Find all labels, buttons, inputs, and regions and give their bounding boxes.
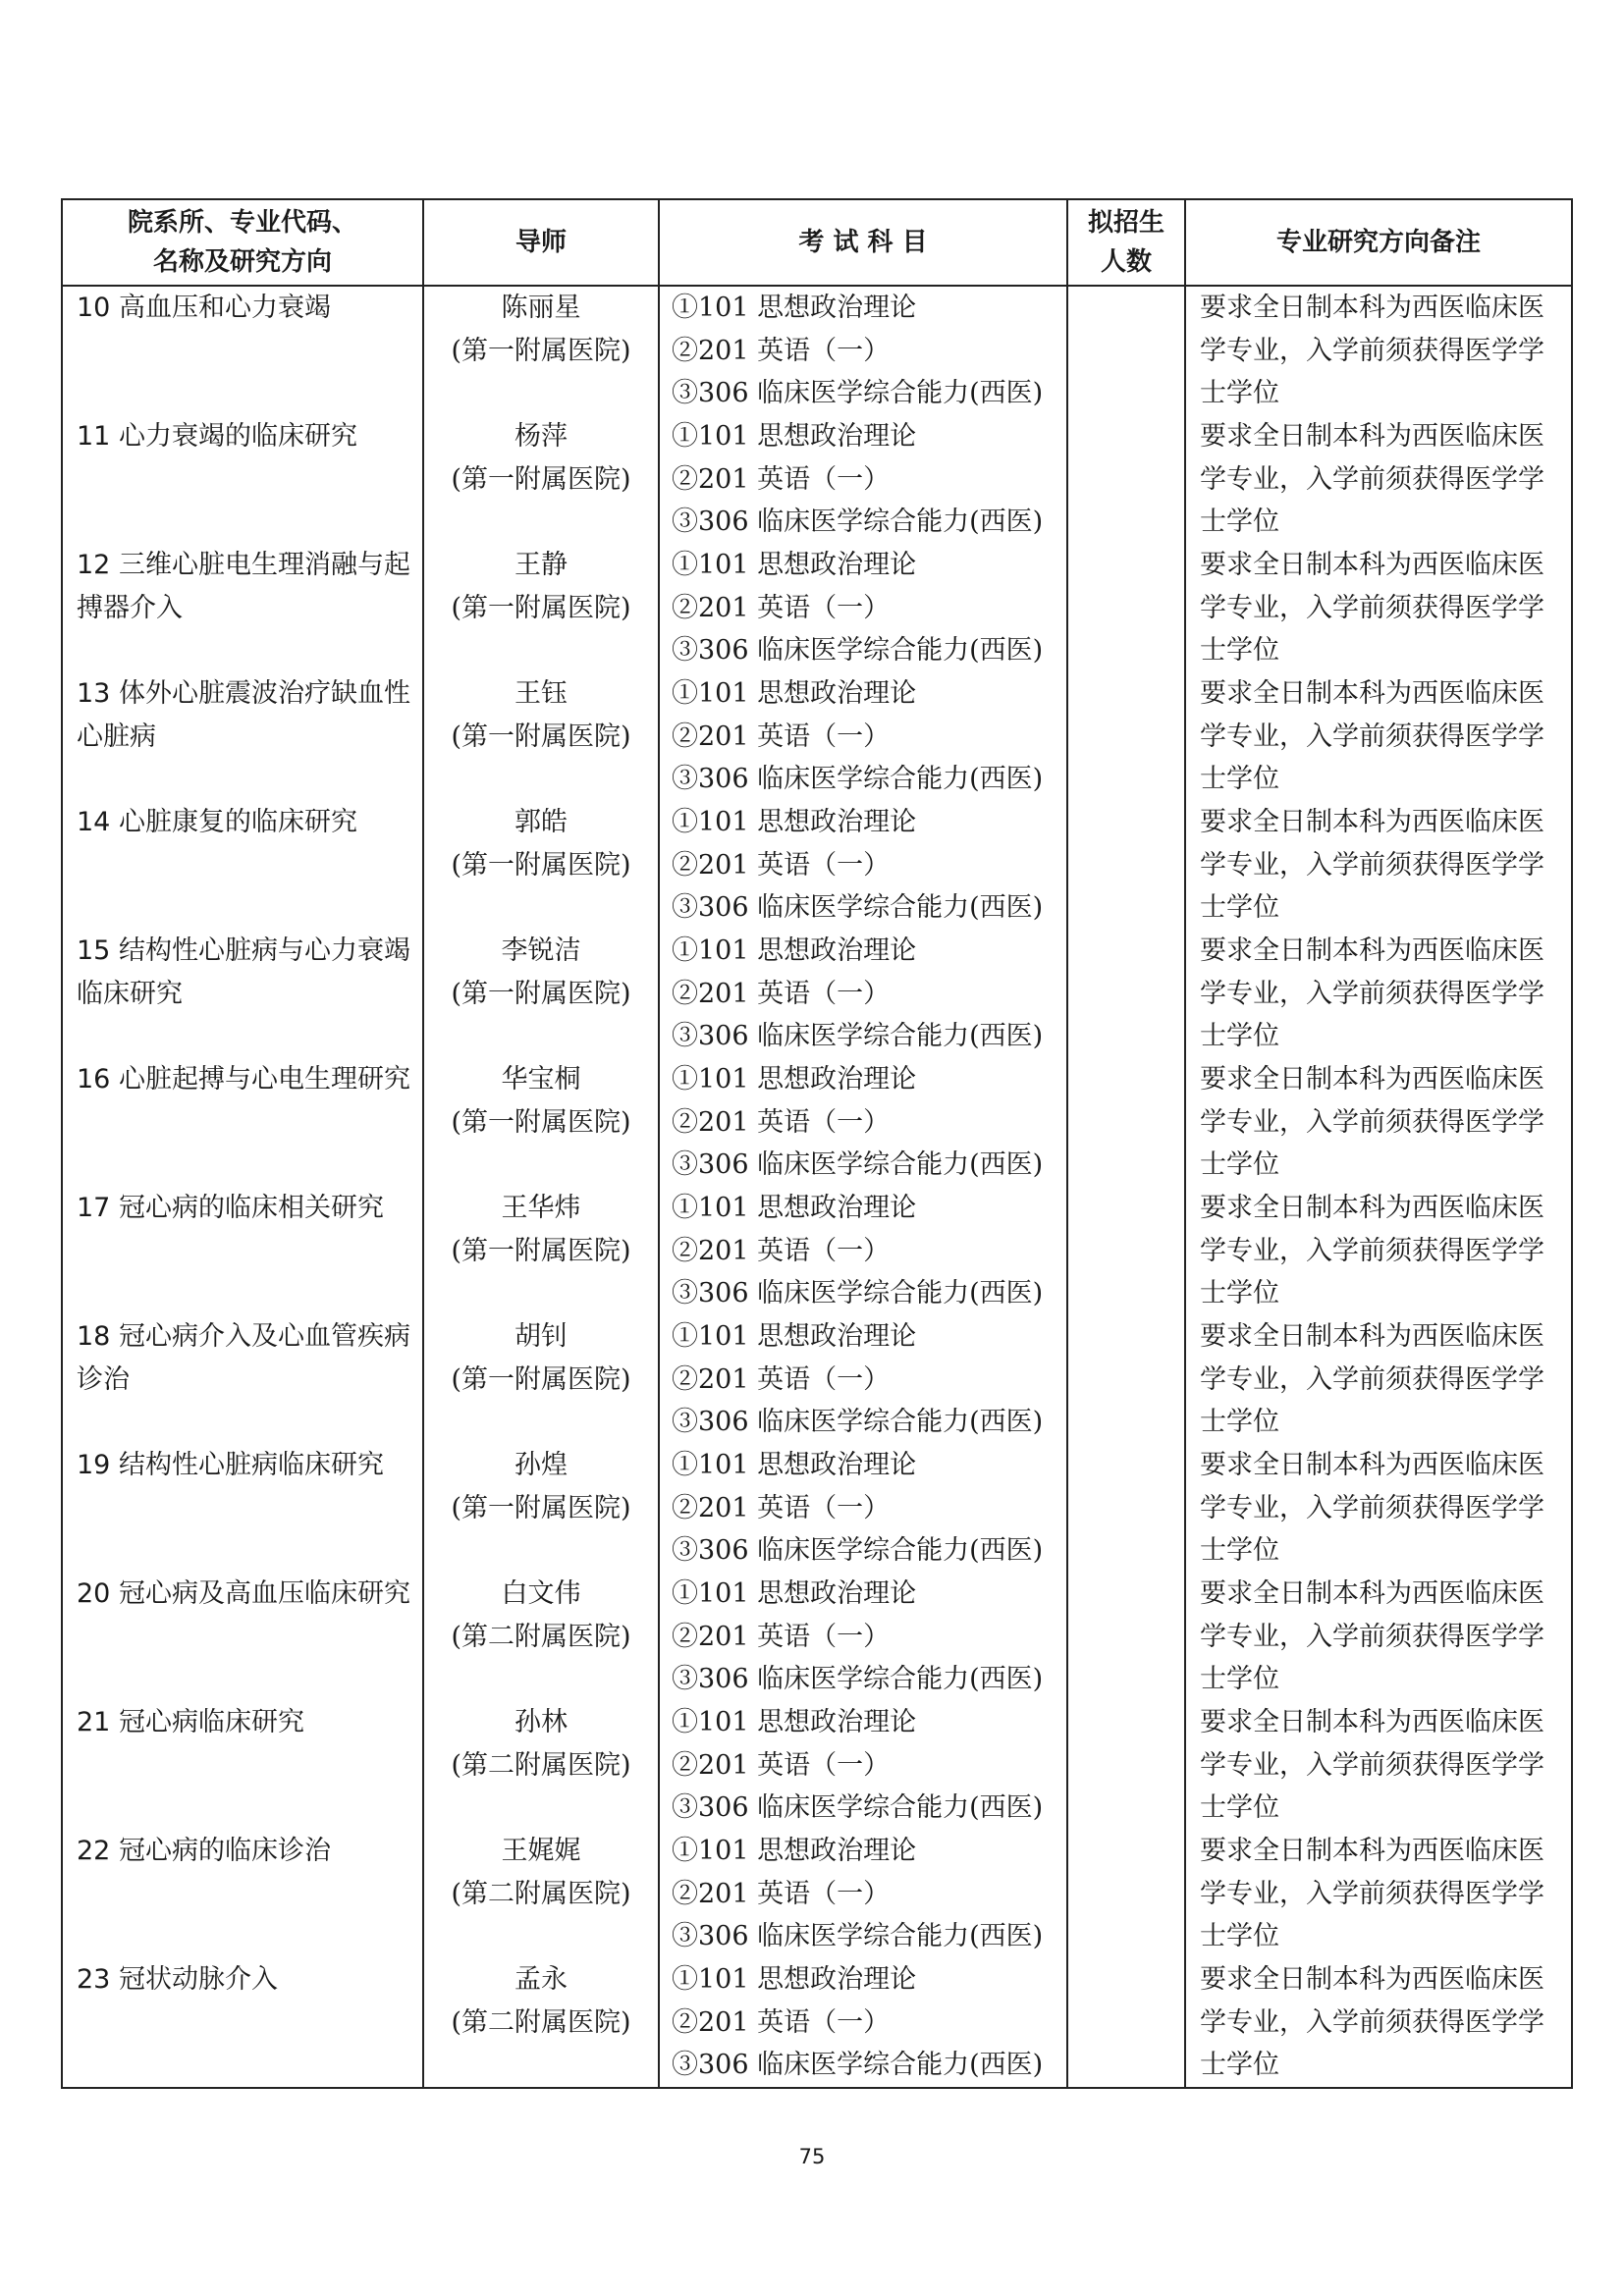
tutor-name: 王静 [514, 550, 568, 580]
exam-subject: ②201 英语（一） [672, 1878, 891, 1909]
note-entry [1200, 1315, 1561, 1444]
requirement-note: 要求全日制本科为西医临床医学专业，入学前须获得医学学士学位 [1200, 807, 1544, 924]
tutor-entry [424, 1701, 658, 1830]
exam-subject: ②201 英语（一） [672, 978, 891, 1009]
direction-number: 16 [77, 1064, 111, 1095]
direction-name: 冠状动脉介入 [118, 1964, 278, 1995]
tutor-entry [424, 1058, 658, 1187]
exam-subject: ③306 临床医学综合能力(西医) [672, 635, 1044, 667]
exam-entry [672, 287, 1066, 415]
note-entry [1200, 415, 1561, 544]
exam-subject: ③306 临床医学综合能力(西医) [672, 1149, 1044, 1181]
direction-number: 12 [77, 550, 111, 580]
exam-subject: ③306 临床医学综合能力(西医) [672, 1407, 1044, 1438]
note-entry [1200, 801, 1561, 930]
page-number: 75 [798, 2145, 826, 2168]
exam-subject: ①101 思想政治理论 [672, 1964, 917, 1995]
note-entry [1200, 1830, 1561, 1958]
exam-entry [672, 544, 1066, 672]
note-entry [1200, 930, 1561, 1058]
requirement-note: 要求全日制本科为西医临床医学专业，入学前须获得医学学士学位 [1200, 1450, 1544, 1567]
tutor-hospital: (第一附属医院) [451, 1363, 631, 1395]
requirement-note: 要求全日制本科为西医临床医学专业，入学前须获得医学学士学位 [1200, 1964, 1544, 2081]
exam-subject: ①101 思想政治理论 [672, 293, 917, 323]
direction-name: 体外心脏震波治疗缺血性心脏病 [77, 678, 410, 752]
exam-subject: ②201 英语（一） [672, 1363, 891, 1395]
tutor-name: 杨萍 [514, 421, 568, 452]
requirement-note: 要求全日制本科为西医临床医学专业，入学前须获得医学学士学位 [1200, 1064, 1544, 1181]
note-entry [1200, 544, 1561, 672]
exam-subject: ②201 英语（一） [672, 2006, 891, 2038]
tutor-name: 胡钊 [514, 1321, 568, 1352]
exam-entry [672, 1315, 1066, 1444]
tutor-entry [424, 415, 658, 544]
direction-number: 15 [77, 935, 111, 966]
direction-entry [77, 1444, 412, 1573]
exam-column [659, 286, 1067, 2088]
tutor-hospital: (第一附属医院) [451, 335, 631, 366]
table-body-row [62, 286, 1572, 2088]
direction-number: 10 [77, 293, 111, 323]
note-entry [1200, 1187, 1561, 1315]
tutor-hospital: (第一附属医院) [451, 463, 631, 495]
tutor-name: 王华炜 [501, 1193, 581, 1223]
exam-entry [672, 1058, 1066, 1187]
exam-subject: ②201 英语（一） [672, 1106, 891, 1138]
tutor-name: 王钰 [514, 678, 568, 709]
note-entry [1200, 1573, 1561, 1701]
exam-subject: ③306 临床医学综合能力(西医) [672, 1278, 1044, 1309]
direction-column [62, 286, 423, 2088]
tutor-entry [424, 672, 658, 801]
requirement-note: 要求全日制本科为西医临床医学专业，入学前须获得医学学士学位 [1200, 935, 1544, 1052]
exam-subject: ②201 英语（一） [672, 1621, 891, 1652]
tutor-name: 李锐洁 [501, 935, 581, 966]
direction-number: 18 [77, 1321, 111, 1352]
exam-subject: ③306 临床医学综合能力(西医) [672, 2050, 1044, 2081]
tutor-entry [424, 1573, 658, 1701]
direction-name: 三维心脏电生理消融与起搏器介入 [77, 550, 410, 623]
exam-subject: ①101 思想政治理论 [672, 935, 917, 966]
exam-subject: ③306 临床医学综合能力(西医) [672, 378, 1044, 409]
header-tutor: 导师 [423, 199, 659, 286]
exam-subject: ①101 思想政治理论 [672, 1193, 917, 1223]
direction-name: 结构性心脏病与心力衰竭临床研究 [77, 935, 410, 1009]
tutor-name: 孙煌 [514, 1450, 568, 1480]
tutor-hospital: (第一附属医院) [451, 721, 631, 752]
tutor-column [423, 286, 659, 2088]
tutor-entry [424, 544, 658, 672]
tutor-name: 孟永 [514, 1964, 568, 1995]
exam-entry [672, 1830, 1066, 1958]
quota-column [1067, 286, 1185, 2088]
tutor-name: 白文伟 [501, 1578, 581, 1609]
tutor-name: 华宝桐 [501, 1064, 581, 1095]
exam-subject: ②201 英语（一） [672, 592, 891, 623]
exam-subject: ③306 临床医学综合能力(西医) [672, 507, 1044, 538]
direction-entry [77, 415, 412, 544]
requirement-note: 要求全日制本科为西医临床医学专业，入学前须获得医学学士学位 [1200, 1193, 1544, 1309]
requirement-note: 要求全日制本科为西医临床医学专业，入学前须获得医学学士学位 [1200, 421, 1544, 538]
direction-name: 冠心病及高血压临床研究 [118, 1578, 410, 1609]
tutor-hospital: (第一附属医院) [451, 849, 631, 881]
tutor-hospital: (第一附属医院) [451, 978, 631, 1009]
exam-subject: ②201 英语（一） [672, 335, 891, 366]
tutor-hospital: (第一附属医院) [451, 1235, 631, 1266]
direction-name: 冠心病的临床诊治 [118, 1836, 331, 1866]
exam-subject: ①101 思想政治理论 [672, 1321, 917, 1352]
direction-entry [77, 1958, 412, 2087]
exam-subject: ①101 思想政治理论 [672, 1064, 917, 1095]
tutor-hospital: (第二附属医院) [451, 1878, 631, 1909]
exam-subject: ③306 临床医学综合能力(西医) [672, 1664, 1044, 1695]
exam-subject: ③306 临床医学综合能力(西医) [672, 764, 1044, 795]
tutor-name: 郭皓 [514, 807, 568, 837]
exam-subject: ②201 英语（一） [672, 463, 891, 495]
direction-entry [77, 1315, 412, 1444]
tutor-entry [424, 1187, 658, 1315]
requirement-note: 要求全日制本科为西医临床医学专业，入学前须获得医学学士学位 [1200, 550, 1544, 667]
exam-subject: ③306 临床医学综合能力(西医) [672, 1535, 1044, 1567]
header-direction: 院系所、专业代码、 名称及研究方向 [62, 199, 423, 286]
direction-entry [77, 1187, 412, 1315]
requirement-note: 要求全日制本科为西医临床医学专业，入学前须获得医学学士学位 [1200, 1836, 1544, 1952]
direction-entry [77, 801, 412, 930]
requirement-note: 要求全日制本科为西医临床医学专业，入学前须获得医学学士学位 [1200, 678, 1544, 795]
direction-number: 23 [77, 1964, 111, 1995]
exam-subject: ①101 思想政治理论 [672, 1836, 917, 1866]
exam-subject: ③306 临床医学综合能力(西医) [672, 1021, 1044, 1052]
exam-subject: ②201 英语（一） [672, 721, 891, 752]
enrollment-table [61, 198, 1573, 2089]
exam-entry [672, 672, 1066, 801]
requirement-note: 要求全日制本科为西医临床医学专业，入学前须获得医学学士学位 [1200, 1578, 1544, 1695]
direction-name: 心脏起搏与心电生理研究 [118, 1064, 410, 1095]
requirement-note: 要求全日制本科为西医临床医学专业，入学前须获得医学学士学位 [1200, 1707, 1544, 1824]
direction-name: 冠心病的临床相关研究 [118, 1193, 384, 1223]
note-entry [1200, 672, 1561, 801]
exam-entry [672, 1958, 1066, 2087]
header-research-note: 专业研究方向备注 [1185, 199, 1572, 286]
tutor-entry [424, 801, 658, 930]
exam-subject: ①101 思想政治理论 [672, 678, 917, 709]
tutor-hospital: (第二附属医院) [451, 2006, 631, 2038]
direction-entry [77, 1573, 412, 1701]
tutor-entry [424, 1315, 658, 1444]
exam-subject: ③306 临床医学综合能力(西医) [672, 1792, 1044, 1824]
direction-number: 14 [77, 807, 111, 837]
direction-number: 19 [77, 1450, 111, 1480]
direction-entry [77, 1701, 412, 1830]
note-entry [1200, 1058, 1561, 1187]
tutor-entry [424, 1830, 658, 1958]
exam-entry [672, 1187, 1066, 1315]
exam-entry [672, 1573, 1066, 1701]
exam-subject: ①101 思想政治理论 [672, 807, 917, 837]
direction-entry [77, 1058, 412, 1187]
exam-subject: ①101 思想政治理论 [672, 1578, 917, 1609]
direction-entry [77, 287, 412, 415]
tutor-entry [424, 1444, 658, 1573]
header-exam-subjects: 考 试 科 目 [659, 199, 1067, 286]
exam-subject: ②201 英语（一） [672, 1492, 891, 1523]
tutor-name: 孙林 [514, 1707, 568, 1737]
direction-number: 17 [77, 1193, 111, 1223]
tutor-hospital: (第二附属医院) [451, 1749, 631, 1781]
direction-number: 13 [77, 678, 111, 709]
exam-subject: ①101 思想政治理论 [672, 1707, 917, 1737]
exam-subject: ②201 英语（一） [672, 1749, 891, 1781]
direction-name: 心脏康复的临床研究 [118, 807, 357, 837]
exam-entry [672, 930, 1066, 1058]
direction-entry [77, 544, 412, 672]
exam-subject: ③306 临床医学综合能力(西医) [672, 892, 1044, 924]
exam-entry [672, 1444, 1066, 1573]
requirement-note: 要求全日制本科为西医临床医学专业，入学前须获得医学学士学位 [1200, 1321, 1544, 1438]
table-header-row [62, 199, 1572, 286]
direction-name: 冠心病介入及心血管疾病诊治 [77, 1321, 410, 1395]
tutor-hospital: (第一附属医院) [451, 592, 631, 623]
header-quota: 拟招生 人数 [1067, 199, 1185, 286]
exam-subject: ①101 思想政治理论 [672, 1450, 917, 1480]
note-column [1185, 286, 1572, 2088]
direction-name: 冠心病临床研究 [118, 1707, 304, 1737]
direction-number: 22 [77, 1836, 111, 1866]
exam-subject: ②201 英语（一） [672, 849, 891, 881]
direction-entry [77, 930, 412, 1058]
tutor-entry [424, 1958, 658, 2087]
tutor-name: 王娓娓 [501, 1836, 581, 1866]
exam-subject: ①101 思想政治理论 [672, 550, 917, 580]
tutor-entry [424, 287, 658, 415]
requirement-note: 要求全日制本科为西医临床医学专业，入学前须获得医学学士学位 [1200, 293, 1544, 409]
direction-number: 20 [77, 1578, 111, 1609]
direction-number: 21 [77, 1707, 111, 1737]
exam-subject: ①101 思想政治理论 [672, 421, 917, 452]
exam-subject: ②201 英语（一） [672, 1235, 891, 1266]
note-entry [1200, 287, 1561, 415]
note-entry [1200, 1958, 1561, 2087]
note-entry [1200, 1444, 1561, 1573]
direction-entry [77, 672, 412, 801]
direction-entry [77, 1830, 412, 1958]
exam-entry [672, 415, 1066, 544]
exam-entry [672, 801, 1066, 930]
tutor-entry [424, 930, 658, 1058]
exam-entry [672, 1701, 1066, 1830]
exam-subject: ③306 临床医学综合能力(西医) [672, 1921, 1044, 1952]
direction-number: 11 [77, 421, 111, 452]
tutor-name: 陈丽星 [501, 293, 581, 323]
tutor-hospital: (第一附属医院) [451, 1106, 631, 1138]
tutor-hospital: (第一附属医院) [451, 1492, 631, 1523]
direction-name: 心力衰竭的临床研究 [118, 421, 357, 452]
direction-name: 高血压和心力衰竭 [118, 293, 331, 323]
tutor-hospital: (第二附属医院) [451, 1621, 631, 1652]
note-entry [1200, 1701, 1561, 1830]
direction-name: 结构性心脏病临床研究 [118, 1450, 384, 1480]
